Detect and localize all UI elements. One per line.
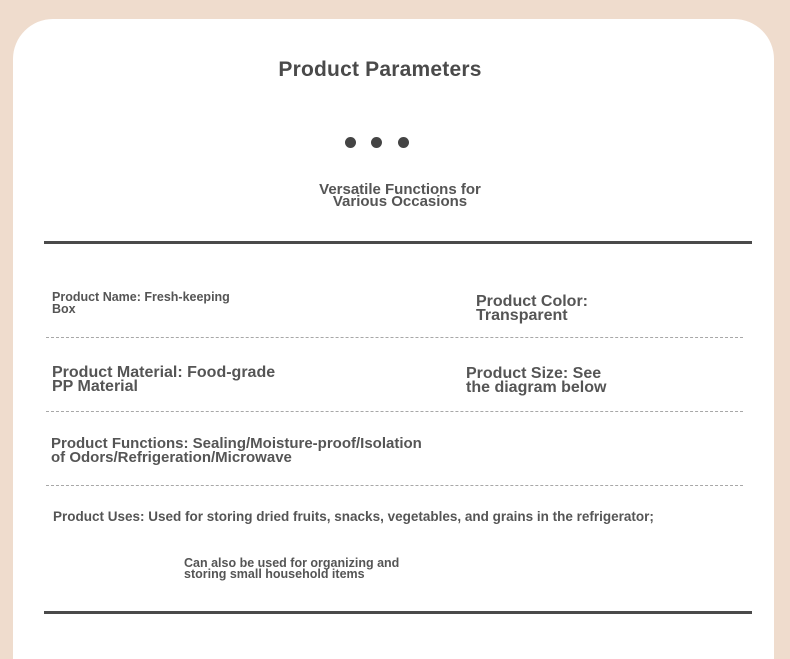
- dot-icon: [371, 137, 382, 148]
- row-divider: [46, 485, 743, 486]
- subtitle-line-1: Versatile Functions for: [319, 181, 481, 198]
- dot-icon: [398, 137, 409, 148]
- bottom-divider: [44, 611, 752, 614]
- top-divider: [44, 241, 752, 244]
- subtitle: [250, 181, 550, 210]
- product-uses-extra: Can also be used for organizing and storing small household items: [184, 556, 400, 581]
- product-functions: Product Functions: Sealing/Moisture-proof/Isolation of Odors/Refrigeration/Microwave: [51, 435, 422, 466]
- row-divider: [46, 337, 743, 338]
- subtitle-line-2: Various Occasions: [332, 193, 468, 210]
- product-uses: Product Uses: Used for storing dried fruits, snacks, vegetables, and grains in the refrigerator;: [53, 509, 654, 524]
- product-color: Product Color: Transparent: [476, 293, 588, 324]
- dot-icon: [345, 137, 356, 148]
- row-divider: [46, 411, 743, 412]
- page-title: Product Parameters: [278, 58, 482, 81]
- product-name: Product Name: Fresh-keeping Box: [52, 290, 230, 316]
- product-material: Product Material: Food-grade PP Material: [52, 364, 276, 395]
- product-size: Product Size: See the diagram below: [466, 365, 607, 396]
